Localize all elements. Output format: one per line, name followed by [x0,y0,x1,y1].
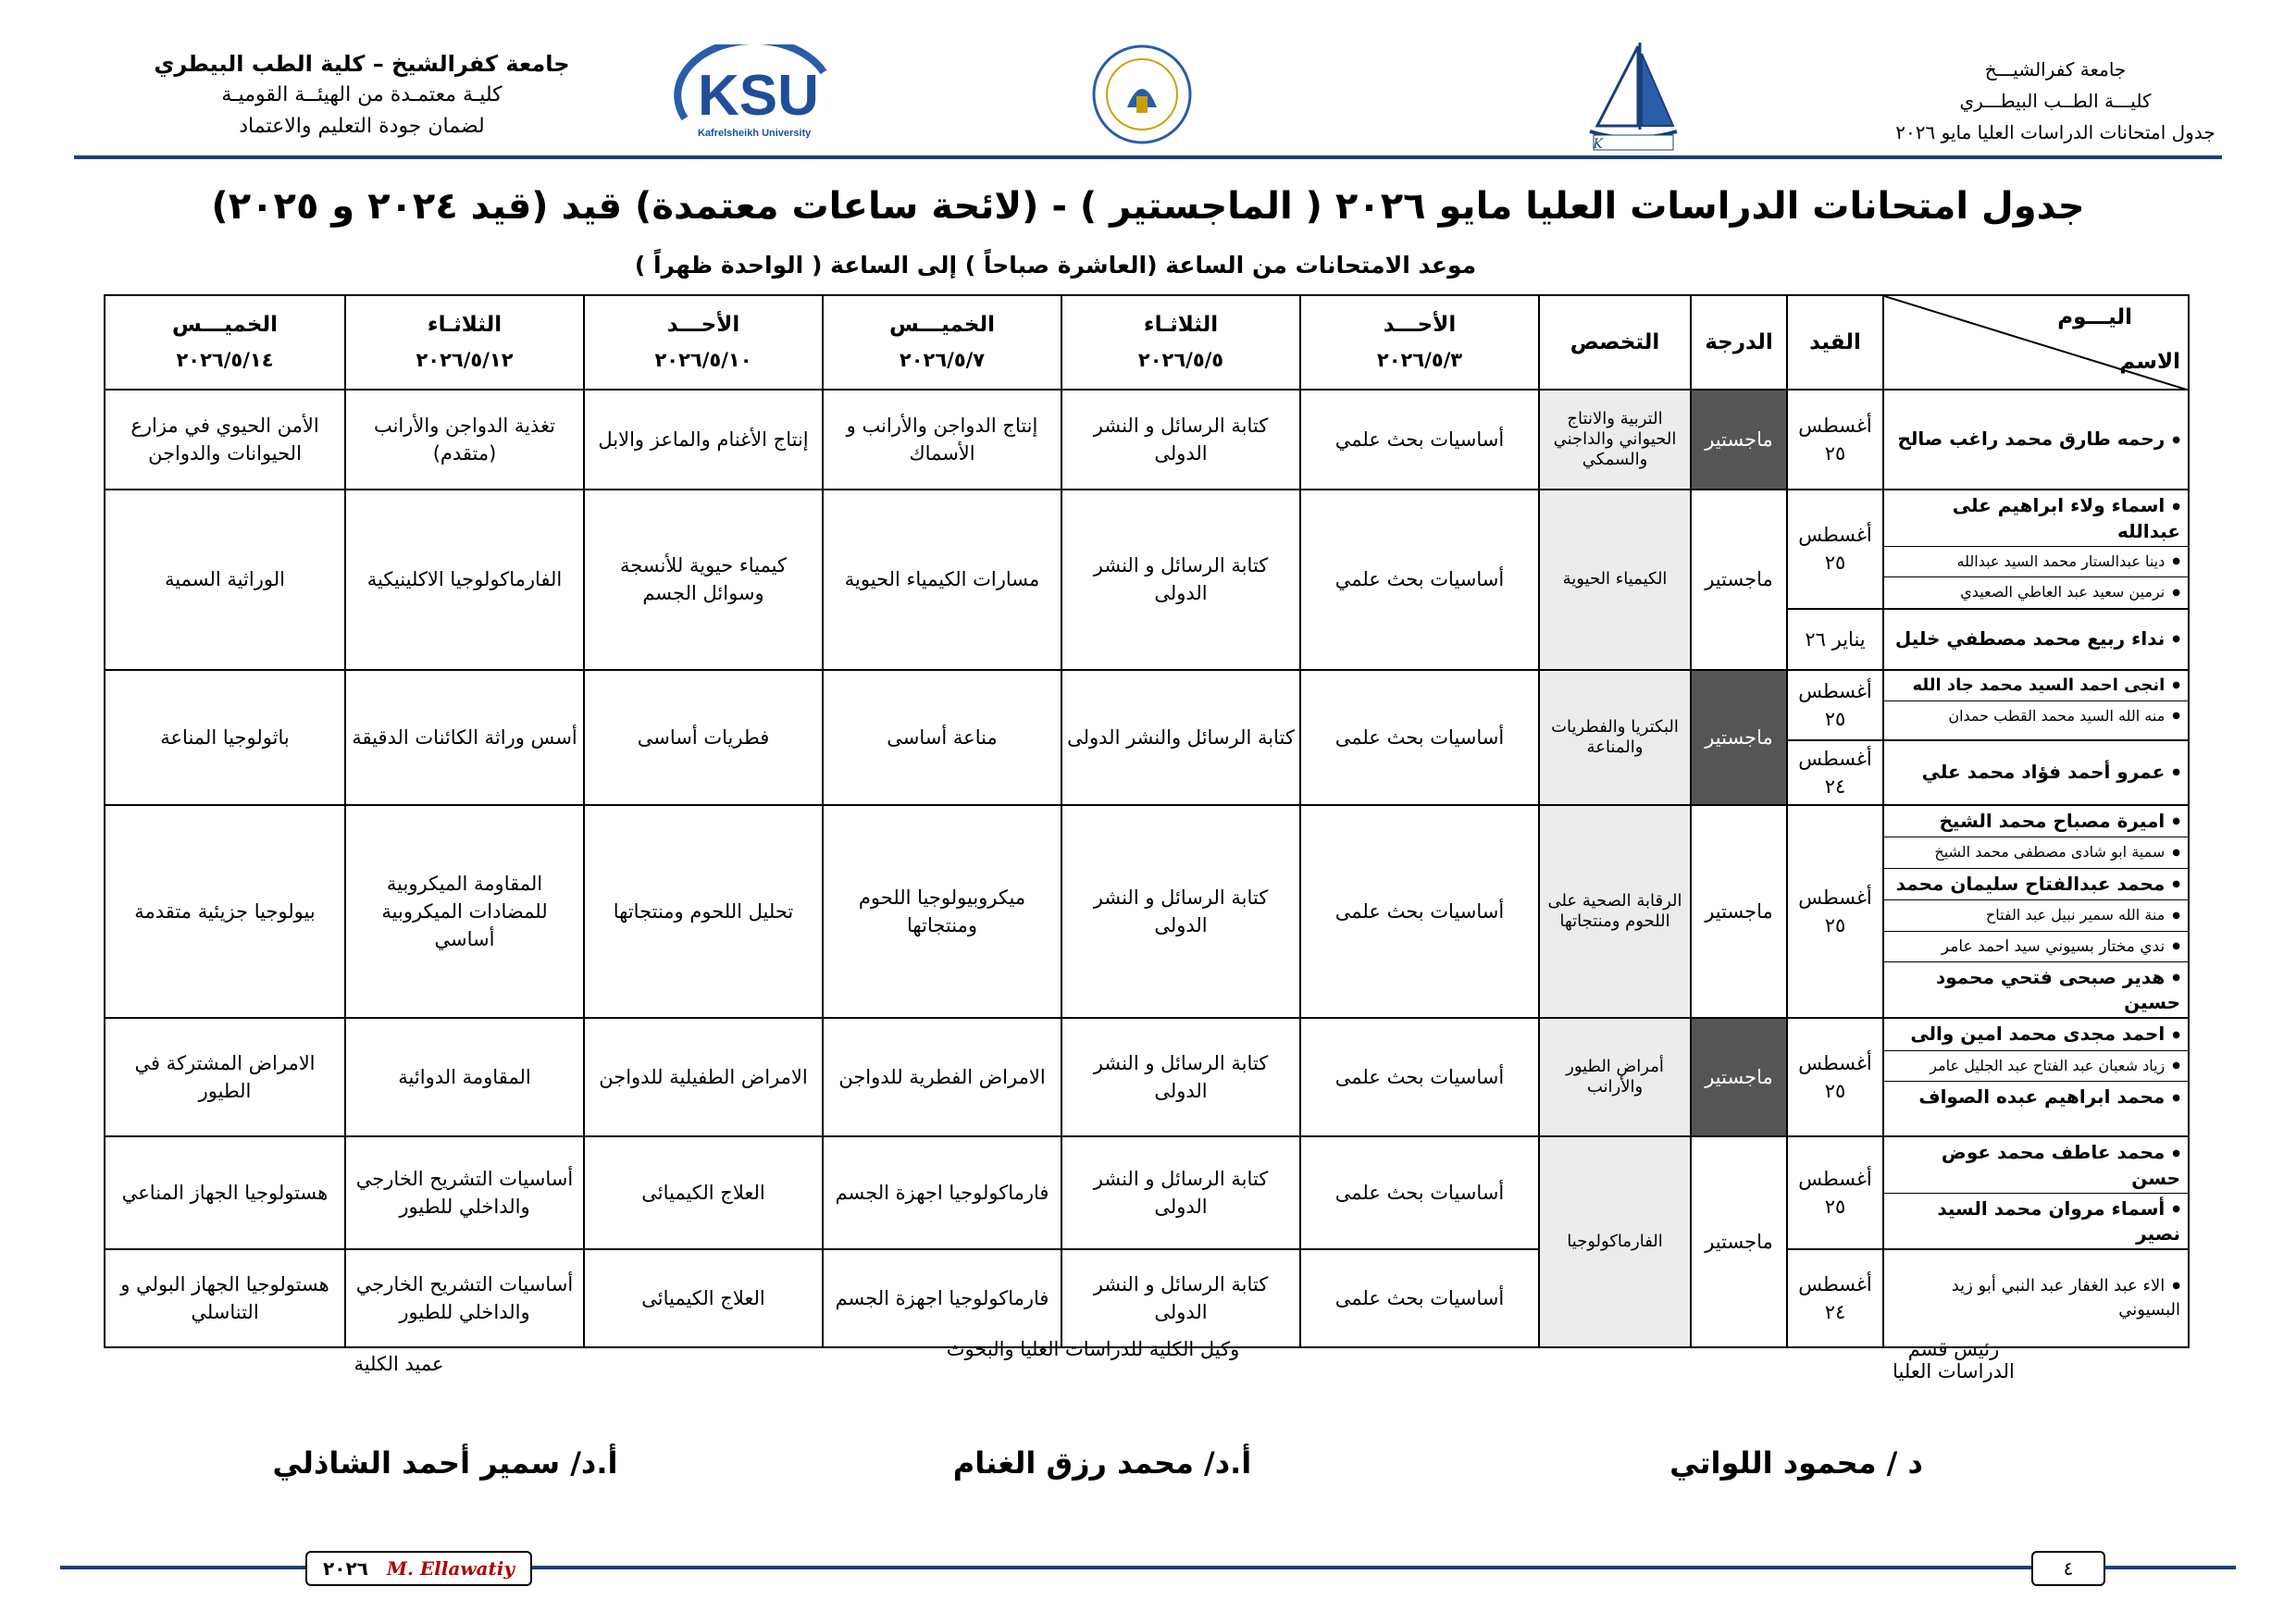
names-cell [1883,490,2189,609]
table-row [105,1018,2189,1136]
student-name: ● سمية ابو شادى مصطفى محمد الشيخ [1884,837,2188,869]
qaid-cell: أغسطس ٢٤ [1787,1249,1883,1347]
exam-schedule-table [104,294,2190,1348]
exam-cell: أساسيات بحث علمي [1300,390,1539,490]
exam-cell: كتابة الرسائل و النشر الدولى [1061,1249,1300,1347]
names-cell [1883,1018,2189,1136]
qaid-cell: يناير ٢٦ [1787,609,1883,670]
student-name: ● أسماء مروان محمد السيد نصير [1884,1194,2188,1249]
table-row [105,1136,2189,1249]
signature-left-label: عميد الكلية [354,1353,444,1375]
header-spec: التخصص [1539,295,1691,390]
header-divider [74,155,2222,159]
signature-middle-name: أ.د/ محمد رزق الغنام [952,1445,1252,1481]
spec-cell: التربية والانتاج الحيواني والداجني والسمكي [1539,390,1691,490]
student-name: ● احمد مجدى محمد امين والى [1884,1019,2188,1051]
table-row [105,490,2189,609]
student-name: ● الاء عبد الغفار عبد النبي أبو زيد البسيوني [1884,1271,2188,1325]
day-label: الأحـــد [666,313,740,337]
page-number: ٤ [2063,1557,2074,1580]
student-name: ● انجى احمد السيد محمد جاد الله [1884,671,2188,701]
degree-cell: ماجستير [1691,490,1787,670]
exam-cell: كيمياء حيوية للأنسجة وسوائل الجسم [584,490,823,670]
names-cell [1883,609,2189,670]
exam-cell: هستولوجيا الجهاز البولي و التناسلي [105,1249,345,1347]
qaid-cell: أغسطس ٢٥ [1787,1136,1883,1249]
spec-cell: الرقابة الصحية على اللحوم ومنتجاتها [1539,805,1691,1019]
names-cell [1883,1249,2189,1347]
day-date: ٢٠٢٦/٥/١٠ [654,349,752,371]
exam-cell: كتابة الرسائل و النشر الدولى [1061,1018,1300,1136]
naqaae-logo-icon [1090,43,1194,146]
table-row [105,390,2189,490]
signature-left-name: أ.د/ سمير أحمد الشاذلي [272,1445,618,1481]
day-date: ٢٠٢٦/٥/١٢ [416,349,514,371]
ksu-logo-subtext: Kafrelsheikh University [698,128,812,139]
header-left-line-2: كليـة معتمـدة من الهيئــة القوميـة [221,83,503,106]
student-name: ● ندي مختار بسيوني سيد احمد عامر [1884,932,2188,962]
exam-cell: إنتاج الأغنام والماعز والابل [584,390,823,490]
exam-cell: بيولوجيا جزيئية متقدمة [105,805,345,1019]
exam-cell: أساسيات بحث علمي [1300,490,1539,670]
exam-cell: الامراض المشتركة في الطيور [105,1018,345,1136]
exam-cell: كتابة الرسائل و النشر الدولى [1061,390,1300,490]
header-day-3 [823,295,1061,390]
diagonal-divider [1884,296,2190,391]
student-name: ● دينا عبدالستار محمد السيد عبدالله [1884,547,2188,578]
day-label: الثلاثـاء [1143,313,1219,337]
degree-cell: ماجستير [1691,670,1787,805]
header-left-line-3: لضمان جودة التعليم والاعتماد [239,115,485,138]
header-faculty: كليـــة الطــب البيطـــري [1959,90,2152,112]
exam-cell: أساسيات بحث علمى [1300,1018,1539,1136]
exam-cell: أساسيات بحث علمى [1300,1136,1539,1249]
table-row [105,1249,2189,1347]
exam-cell: كتابة الرسائل والنشر الدولى [1061,670,1300,805]
header-day-5 [345,295,584,390]
exam-cell: إنتاج الدواجن والأرانب و الأسماك [823,390,1061,490]
degree-cell: ماجستير [1691,1018,1787,1136]
svg-text:K: K [1593,137,1603,152]
exam-cell: أساسيات التشريح الخارجي والداخلي للطيور [345,1249,584,1347]
spec-cell: البكتريا والفطريات والمناعة [1539,670,1691,805]
student-name: ● اميرة مصباح محمد الشيخ [1884,806,2188,838]
header-day: اليـــوم [2057,305,2132,329]
footer-author-box [305,1551,532,1586]
degree-cell: ماجستير [1691,1136,1787,1347]
exam-cell: المقاومة الميكروبية للمضادات الميكروبية أساسي [345,805,584,1019]
header-day-4 [584,295,823,390]
header-degree: الدرجة [1691,295,1787,390]
header-day-2 [1061,295,1300,390]
exam-cell: أساسيات بحث علمى [1300,1249,1539,1347]
exam-cell: كتابة الرسائل و النشر الدولى [1061,490,1300,670]
exam-cell: العلاج الكيميائى [584,1136,823,1249]
signature-right-label-2: الدراسات العليا [1893,1360,2015,1382]
exam-cell: أسس وراثة الكائنات الدقيقة [345,670,584,805]
degree-cell: ماجستير [1691,390,1787,490]
names-cell [1883,670,2189,740]
day-date: ٢٠٢٦/٥/١٤ [176,349,274,371]
table-header-row [105,295,2189,390]
student-name: ● منه الله السيد محمد القطب حمدان [1884,701,2188,732]
exam-cell: كتابة الرسائل و النشر الدولى [1061,805,1300,1019]
signature-right-name: د / محمود اللواتي [1669,1445,1923,1481]
signature-middle-label: وكيل الكلية للدراسات العليا والبحوث [946,1338,1240,1360]
exam-cell: الامراض الفطرية للدواجن [823,1018,1061,1136]
qaid-cell: أغسطس ٢٥ [1787,670,1883,740]
footer-page-box [2031,1551,2105,1586]
exam-cell: فارماكولوجيا اجهزة الجسم [823,1136,1061,1249]
qaid-cell: أغسطس ٢٥ [1787,390,1883,490]
names-cell [1883,740,2189,805]
student-name: ● محمد عاطف محمد عوض حسن [1884,1137,2188,1194]
exam-cell: فارماكولوجيا اجهزة الجسم [823,1249,1061,1347]
exam-cell: مناعة أساسى [823,670,1061,805]
day-label: الخميـــس [171,313,278,337]
exam-cell: أساسيات بحث علمى [1300,670,1539,805]
spec-cell: الفارماكولوجيا [1539,1136,1691,1347]
qaid-cell: أغسطس ٢٤ [1787,740,1883,805]
spec-cell: الكيمياء الحيوية [1539,490,1691,670]
exam-cell: فطريات أساسى [584,670,823,805]
header-university: جامعة كفرالشيـــخ [1984,58,2127,81]
student-name: ● نرمين سعيد عبد العاطي الصعيدي [1884,577,2188,608]
signature-right-label [1815,1338,2092,1382]
footer-year: ٢٠٢٦ [323,1557,368,1580]
page-title: جدول امتحانات الدراسات العليا مايو ٢٠٢٦ ( الماجستير ) - (لائحة ساعات معتمدة) قيد (قيد ٢٠٢٤ و ٢٠٢٥) [211,185,2085,228]
footer-author: M. Ellawatiy [386,1557,515,1580]
day-date: ٢٠٢٦/٥/٧ [899,349,986,371]
ksu-logo-text: KSU [698,64,819,128]
student-name: ● زياد شعبان عبد الفتاح عبد الجليل عامر [1884,1051,2188,1083]
student-name: ● رحمه طارق محمد راغب صالح [1884,424,2188,455]
exam-cell: مسارات الكيمياء الحيوية [823,490,1061,670]
qaid-cell: أغسطس ٢٥ [1787,1018,1883,1136]
exam-cell: باثولوجيا المناعة [105,670,345,805]
student-name: ● نداء ربيع محمد مصطفي خليل [1884,624,2188,655]
header-day-name-cell [1883,295,2189,390]
day-date: ٢٠٢٦/٥/٣ [1376,349,1463,371]
student-name: ● عمرو أحمد فؤاد محمد علي [1884,757,2188,788]
header-schedule-title: جدول امتحانات الدراسات العليا مايو ٢٠٢٦ [1895,121,2215,143]
exam-cell: تحليل اللحوم ومنتجاتها [584,805,823,1019]
exam-cell: الفارماكولوجيا الاكلينيكية [345,490,584,670]
names-cell [1883,390,2189,490]
header-left-line-1: جامعة كفرالشيخ – كلية الطب البيطري [154,51,570,77]
exam-cell: كتابة الرسائل و النشر الدولى [1061,1136,1300,1249]
exam-cell: الأمن الحيوي في مزارع الحيوانات والدواجن [105,390,345,490]
student-name: ● محمد ابراهيم عبده الصواف [1884,1082,2188,1113]
day-label: الأحـــد [1383,313,1457,337]
qaid-cell: أغسطس ٢٥ [1787,805,1883,1019]
table-row [105,670,2189,740]
exam-cell: أساسيات بحث علمى [1300,805,1539,1019]
student-name: ● اسماء ولاء ابراهيم على عبدالله [1884,490,2188,547]
day-label: الخميـــس [888,313,995,337]
day-label: الثلاثـاء [427,313,503,337]
exam-cell: الامراض الطفيلية للدواجن [584,1018,823,1136]
exam-cell: الوراثية السمية [105,490,345,670]
ksu-logo [657,44,842,146]
exam-cell: أساسيات التشريح الخارجي والداخلي للطيور [345,1136,584,1249]
table-row [105,805,2189,1019]
faculty-logo-icon [1581,41,1682,154]
student-name: ● محمد عبدالفتاح سليمان محمد [1884,869,2188,901]
exam-cell: ميكروبيولوجيا اللحوم ومنتجاتها [823,805,1061,1019]
qaid-cell: أغسطس ٢٥ [1787,490,1883,609]
exam-cell: تغذية الدواجن والأرانب (متقدم) [345,390,584,490]
spec-cell: أمراض الطيور والأرانب [1539,1018,1691,1136]
names-cell [1883,1136,2189,1249]
names-cell [1883,805,2189,1019]
student-name: ● منة الله سمير نبيل عبد الفتاح [1884,900,2188,932]
header-day-1 [1300,295,1539,390]
signature-right-label-1: رئيس قسم [1907,1338,2000,1360]
day-date: ٢٠٢٦/٥/٥ [1137,349,1224,371]
header-day-6 [105,295,345,390]
header-qaid: القيد [1787,295,1883,390]
student-name: ● هدير صبحى فتحي محمود حسين [1884,962,2188,1018]
header-left-block [84,48,639,143]
header-right-block [1843,54,2268,148]
page-subtitle: موعد الامتحانات من الساعة (العاشرة صباحاً ) إلى الساعة ( الواحدة ظهراً ) [634,252,1477,279]
degree-cell: ماجستير [1691,805,1787,1019]
exam-cell: المقاومة الدوائية [345,1018,584,1136]
exam-cell: هستولوجيا الجهاز المناعي [105,1136,345,1249]
exam-cell: العلاج الكيميائى [584,1249,823,1347]
header-name: الاسم [2119,350,2180,374]
